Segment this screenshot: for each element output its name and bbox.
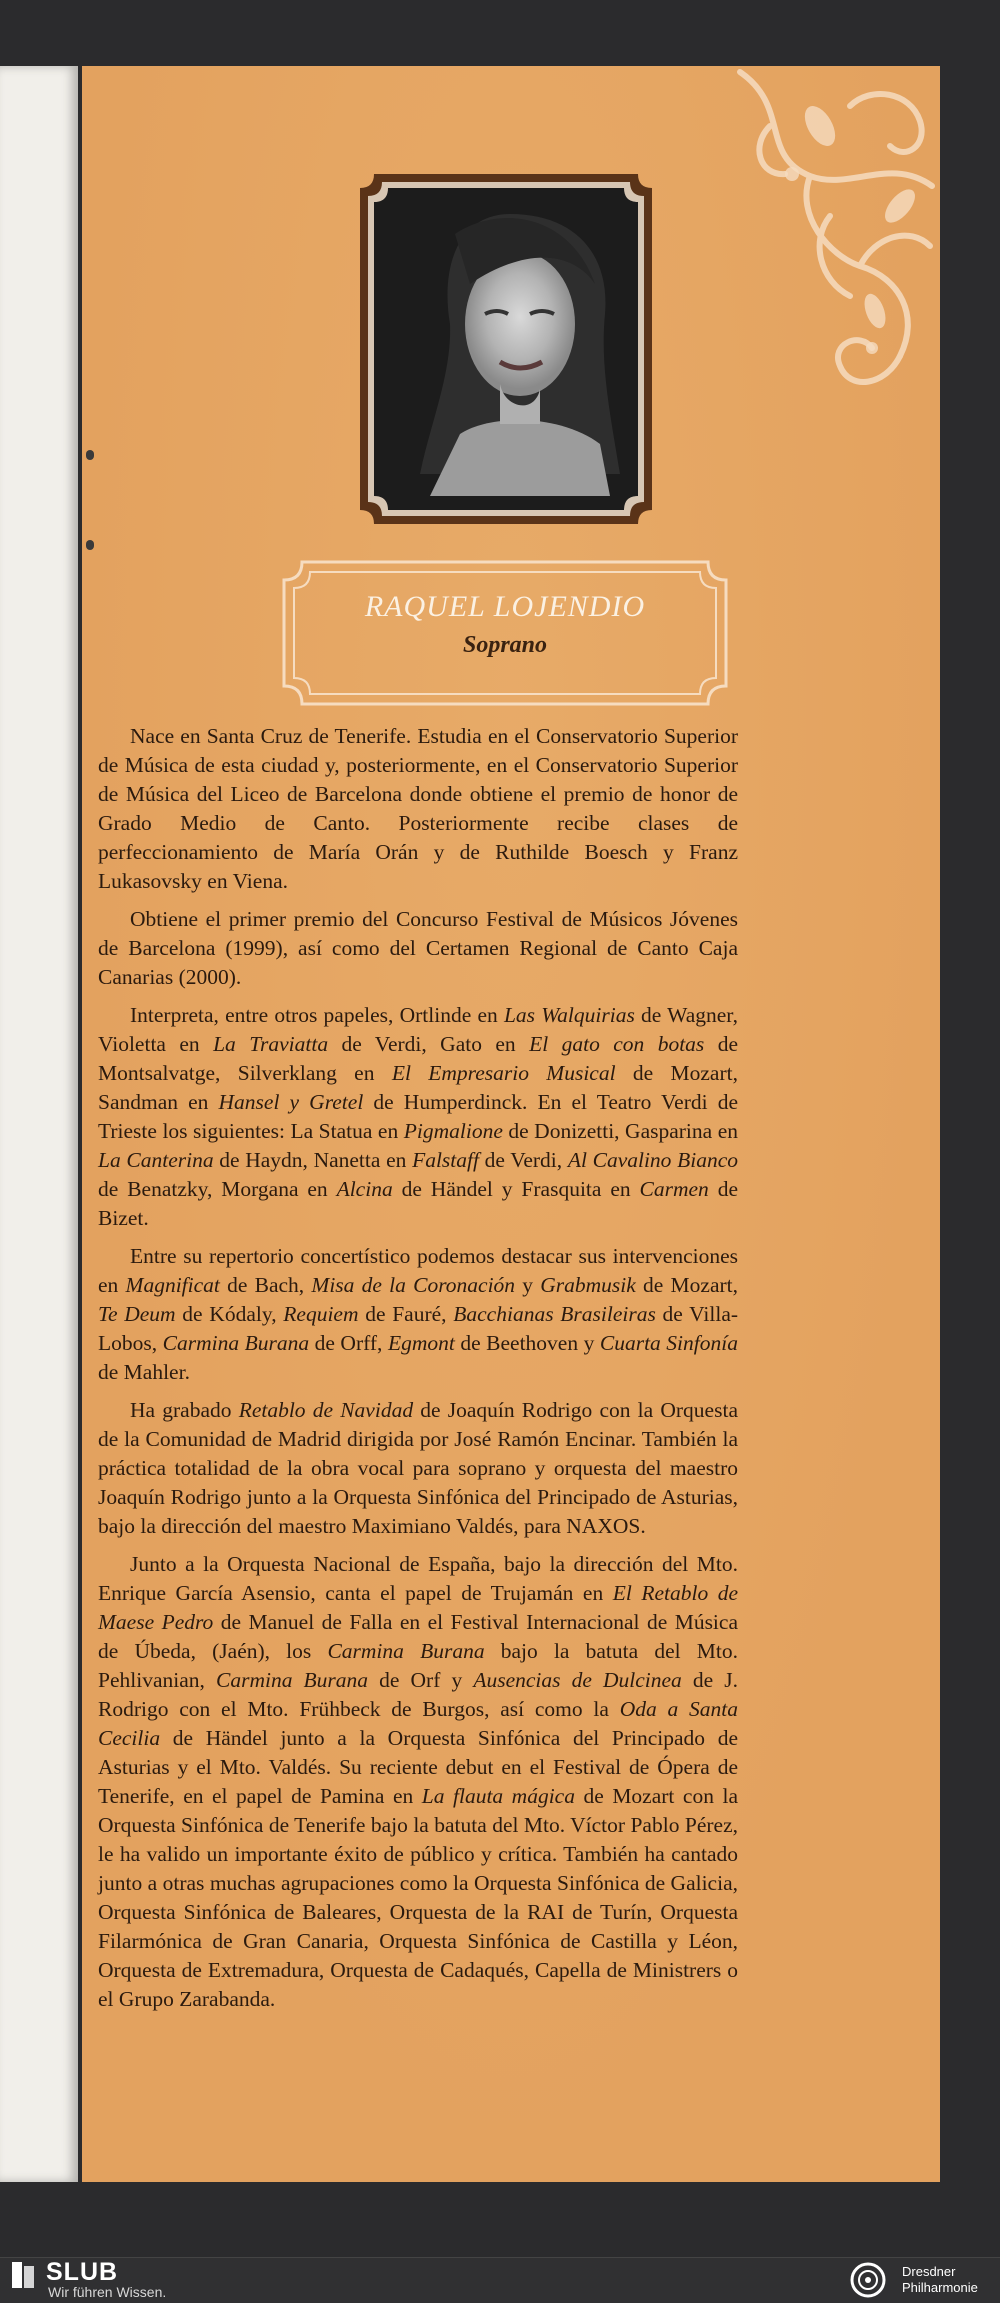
work-title: La Traviatta	[213, 1032, 329, 1056]
bio-text: de Bach,	[219, 1273, 312, 1297]
work-title: El Retablo de Maese Pedro	[98, 1581, 738, 1634]
work-title: Falstaff	[412, 1148, 479, 1172]
bio-text: de Villa-Lobos,	[98, 1302, 739, 1355]
work-title: Misa de la Coronación	[311, 1273, 516, 1297]
facing-page-edge	[0, 66, 78, 2182]
work-title: La flauta mágica	[421, 1784, 575, 1808]
bio-text: de Orff,	[309, 1331, 388, 1355]
bio-text: de Händel junto a la Orquesta Sinfónica del Principado de Asturias y el Mto. Valdés. Su reciente debut en el Festival de Ópera de Tenerife, en el papel de Pamina en	[98, 1726, 738, 1808]
bio-paragraph	[98, 1001, 738, 1233]
bio-text: bajo la batuta del Mto. Pehlivanian,	[98, 1639, 738, 1692]
bio-text: y	[515, 1273, 541, 1297]
work-title: Requiem	[283, 1302, 359, 1326]
bio-text: de Wagner, Violetta en	[98, 1003, 738, 1056]
bio-text: de Montsalvatge, Silverklang en	[98, 1032, 739, 1085]
bio-text: de Benatzky, Morgana en	[98, 1177, 337, 1201]
bio-text: de Haydn, Nanetta en	[213, 1148, 413, 1172]
biography-text	[98, 722, 738, 2023]
bio-text: de Manuel de Falla en el Festival Internacional de Música de Úbeda, (Jaén), los	[98, 1610, 738, 1663]
staple-hole	[86, 540, 94, 550]
scan-top-background	[0, 0, 1000, 66]
bio-text: Ha grabado	[130, 1398, 239, 1422]
bio-text: de Fauré,	[358, 1302, 454, 1326]
work-title: Oda a Santa Cecilia	[98, 1697, 739, 1750]
bio-text: de Verdi, Gato en	[328, 1032, 530, 1056]
bio-text: de Händel y Frasquita en	[392, 1177, 640, 1201]
work-title: Retablo de Navidad	[238, 1398, 414, 1422]
bio-text: de Donizetti, Gasparina en	[502, 1119, 738, 1143]
work-title: Grabmusik	[540, 1273, 636, 1297]
work-title: Egmont	[387, 1331, 455, 1355]
work-title: Las Walquirias	[503, 1003, 635, 1027]
bio-paragraph	[98, 905, 738, 992]
bio-text: de Mozart, Sandman en	[98, 1061, 738, 1114]
bio-text: de Verdi,	[478, 1148, 568, 1172]
portrait-photo	[360, 174, 652, 524]
artist-title-panel	[282, 560, 728, 706]
bio-text: de Mozart,	[635, 1273, 739, 1297]
work-title: Bacchianas Brasileiras	[453, 1302, 656, 1326]
artist-name: RAQUEL LOJENDIO	[364, 590, 646, 623]
work-title: Alcina	[336, 1177, 393, 1201]
work-title: Al Cavalino Bianco	[567, 1148, 738, 1172]
partner-name-line2: Philharmonie	[902, 2280, 978, 2295]
work-title: El Empresario Musical	[391, 1061, 616, 1085]
work-title: Cuarta Sinfonía	[599, 1331, 738, 1355]
bio-text: Nace en Santa Cruz de Tenerife. Estudia en el Conservatorio Superior de Música de esta ciudad y, posteriormente, en el Conservatorio Superior de Música del Liceo de Barcelona donde obtiene el premio de honor de Grado Medio de Canto. Posteriormente recibe clases de perfeccionamiento de María Orán y de Ruthilde Boesch y Franz Lukasovsky en Viena.	[98, 724, 738, 893]
bio-text: de Kódaly,	[175, 1302, 284, 1326]
work-title: Carmina Burana	[327, 1639, 485, 1663]
bio-text: de Mozart con la Orquesta Sinfónica de Tenerife bajo la batuta del Mto. Víctor Pablo Pérez, le ha valido un importante éxito de público y crítica. También ha cantado junto a otras muchas agrupaciones como la Orquesta Sinfónica de Galicia, Orquesta Sinfónica de Baleares, Orquesta de la RAI de Turín, Orquesta Filarmónica de Gran Canaria, Orquesta Sinfónica de Castilla y Léon, Orquesta de Extremadura, Orquesta de Cadaqués, Capella de Ministrers o el Grupo Zarabanda.	[98, 1784, 739, 2011]
bio-text: de Joaquín Rodrigo con la Orquesta de la Comunidad de Madrid dirigida por José Ramón Encinar. También la práctica totalidad de la obra vocal para soprano y orquesta del maestro Joaquín Rodrigo junto a la Orquesta Sinfónica del Principado de Asturias, bajo la dirección del maestro Maximiano Valdés, para NAXOS.	[98, 1398, 738, 1538]
work-title: Carmen	[639, 1177, 709, 1201]
voice-type: Soprano	[462, 632, 548, 658]
bio-text: Interpreta, entre otros papeles, Ortlinde en	[130, 1003, 504, 1027]
work-title: La Canterina	[98, 1148, 214, 1172]
work-title: Ausencias de Dulcinea	[473, 1668, 682, 1692]
work-title: El gato con botas	[529, 1032, 705, 1056]
work-title: Carmina Burana	[215, 1668, 369, 1692]
work-title: Hansel y Gretel	[218, 1090, 364, 1114]
bio-text: de Mahler.	[98, 1360, 190, 1384]
bio-text: Entre su repertorio concertístico podemos destacar sus intervenciones en	[98, 1244, 738, 1297]
partner-name-line1: Dresdner	[902, 2264, 956, 2279]
bio-paragraph	[98, 1242, 738, 1387]
work-title: Te Deum	[98, 1302, 176, 1326]
work-title: Carmina Burana	[162, 1331, 310, 1355]
bio-text: Junto a la Orquesta Nacional de España, bajo la dirección del Mto. Enrique García Asensio, canta el papel de Trujamán en	[98, 1552, 738, 1605]
bio-paragraph	[98, 1396, 738, 1541]
work-title: Magnificat	[125, 1273, 220, 1297]
bio-paragraph	[98, 1550, 738, 2014]
slub-logo-icon	[12, 2262, 34, 2288]
bio-text: de Humperdinck. En el Teatro Verdi de Trieste los siguientes: La Statua en	[98, 1090, 738, 1143]
bio-paragraph	[98, 722, 738, 896]
bio-text: Obtiene el primer premio del Concurso Festival de Músicos Jóvenes de Barcelona (1999), así como del Certamen Regional de Canto Caja Canarias (2000).	[98, 907, 738, 989]
staple-hole	[86, 450, 94, 460]
library-name: SLUB	[46, 2258, 119, 2286]
bio-text: de J. Rodrigo con el Mto. Frühbeck de Burgos, así como la	[98, 1668, 739, 1721]
baroque-ornament-icon	[700, 66, 940, 426]
philharmonie-logo-icon	[842, 2260, 894, 2300]
bio-text: de Bizet.	[98, 1177, 739, 1230]
bio-text: de Orf y	[368, 1668, 474, 1692]
library-tagline: Wir führen Wissen.	[48, 2284, 167, 2300]
bio-text: de Beethoven y	[454, 1331, 600, 1355]
work-title: Pigmalione	[403, 1119, 503, 1143]
